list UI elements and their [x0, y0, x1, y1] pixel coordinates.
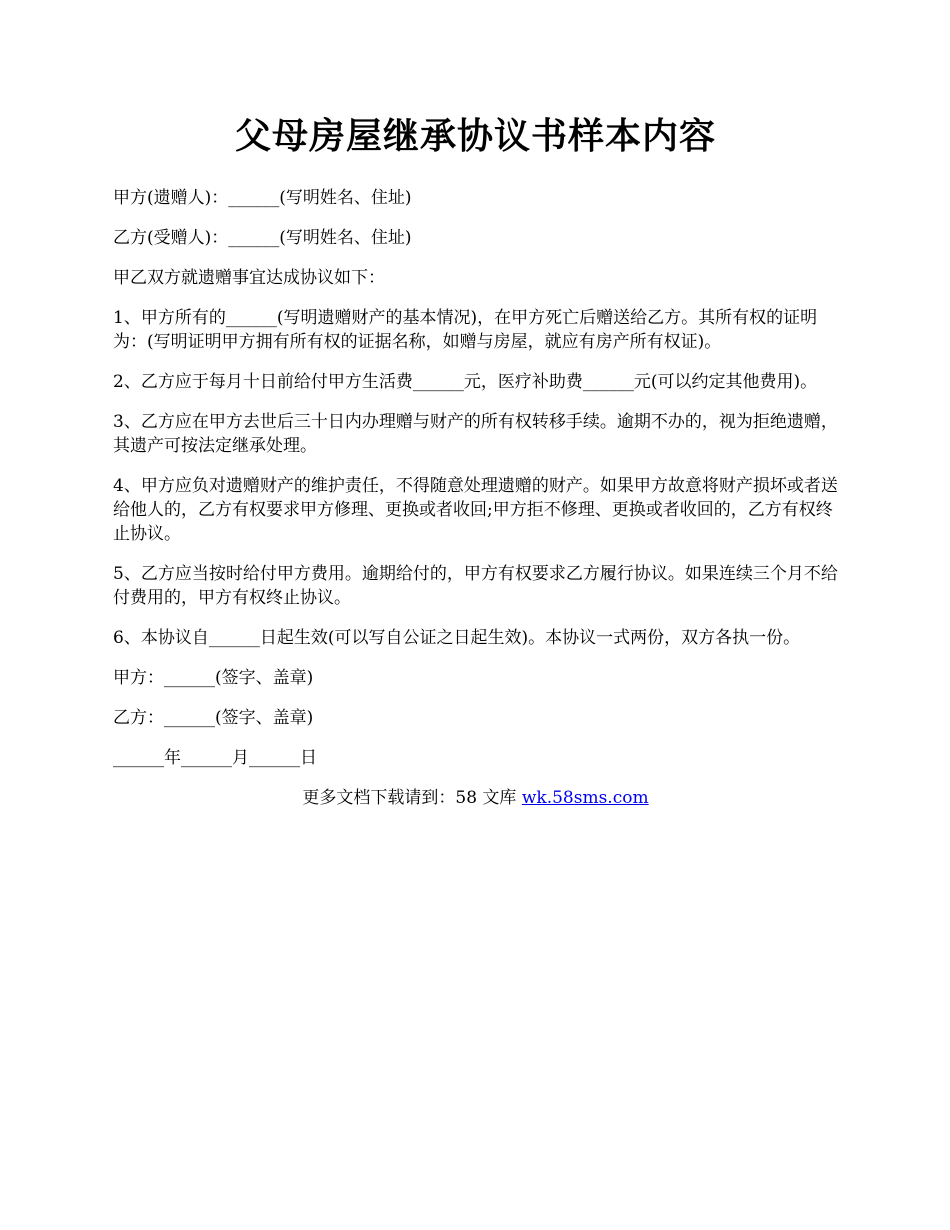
clause-6: 6、本协议自______日起生效(可以写自公证之日起生效)。本协议一式两份，双方各执一份。: [113, 628, 801, 648]
party-b-signature: 乙方：______(签字、盖章): [113, 708, 314, 728]
clause-5: 5、乙方应当按时给付甲方费用。逾期给付的，甲方有权要求乙方履行协议。如果连续三个月不给付费用的，甲方有权终止协议。: [113, 564, 838, 608]
download-footer: [113, 786, 838, 810]
party-a-signature: 甲方：______(签字、盖章): [113, 668, 314, 688]
clause-1: 1、甲方所有的______(写明遗赠财产的基本情况)，在甲方死亡后赠送给乙方。其所有权的证明为：(写明证明甲方拥有所有权的证据名称，如赠与房屋，就应有房产所有权证)。: [113, 308, 818, 352]
date-line: ______年______月______日: [113, 748, 317, 768]
clause-3: 3、乙方应在甲方去世后三十日内办理赠与财产的所有权转移手续。逾期不办的，视为拒绝遗赠，其遗产可按法定继承处理。: [113, 412, 838, 456]
footer-link[interactable]: wk.58sms.com: [521, 788, 649, 808]
footer-text: 更多文档下载请到：58 文库: [302, 788, 522, 808]
party-b-line: 乙方(受赠人)：______(写明姓名、住址): [113, 228, 412, 248]
party-a-line: 甲方(遗赠人)：______(写明姓名、住址): [113, 188, 412, 208]
document-title: 父母房屋继承协议书样本内容: [234, 115, 716, 157]
agreement-intro: 甲乙双方就遗赠事宜达成协议如下：: [113, 268, 385, 288]
clause-2: 2、乙方应于每月十日前给付甲方生活费______元，医疗补助费______元(可以约定其他费用)。: [113, 372, 818, 392]
clause-4: 4、甲方应负对遗赠财产的维护责任，不得随意处理遗赠的财产。如果甲方故意将财产损坏或者送给他人的，乙方有权要求甲方修理、更换或者收回;甲方拒不修理、更换或者收回的，乙方有权终止协议。: [113, 476, 838, 544]
